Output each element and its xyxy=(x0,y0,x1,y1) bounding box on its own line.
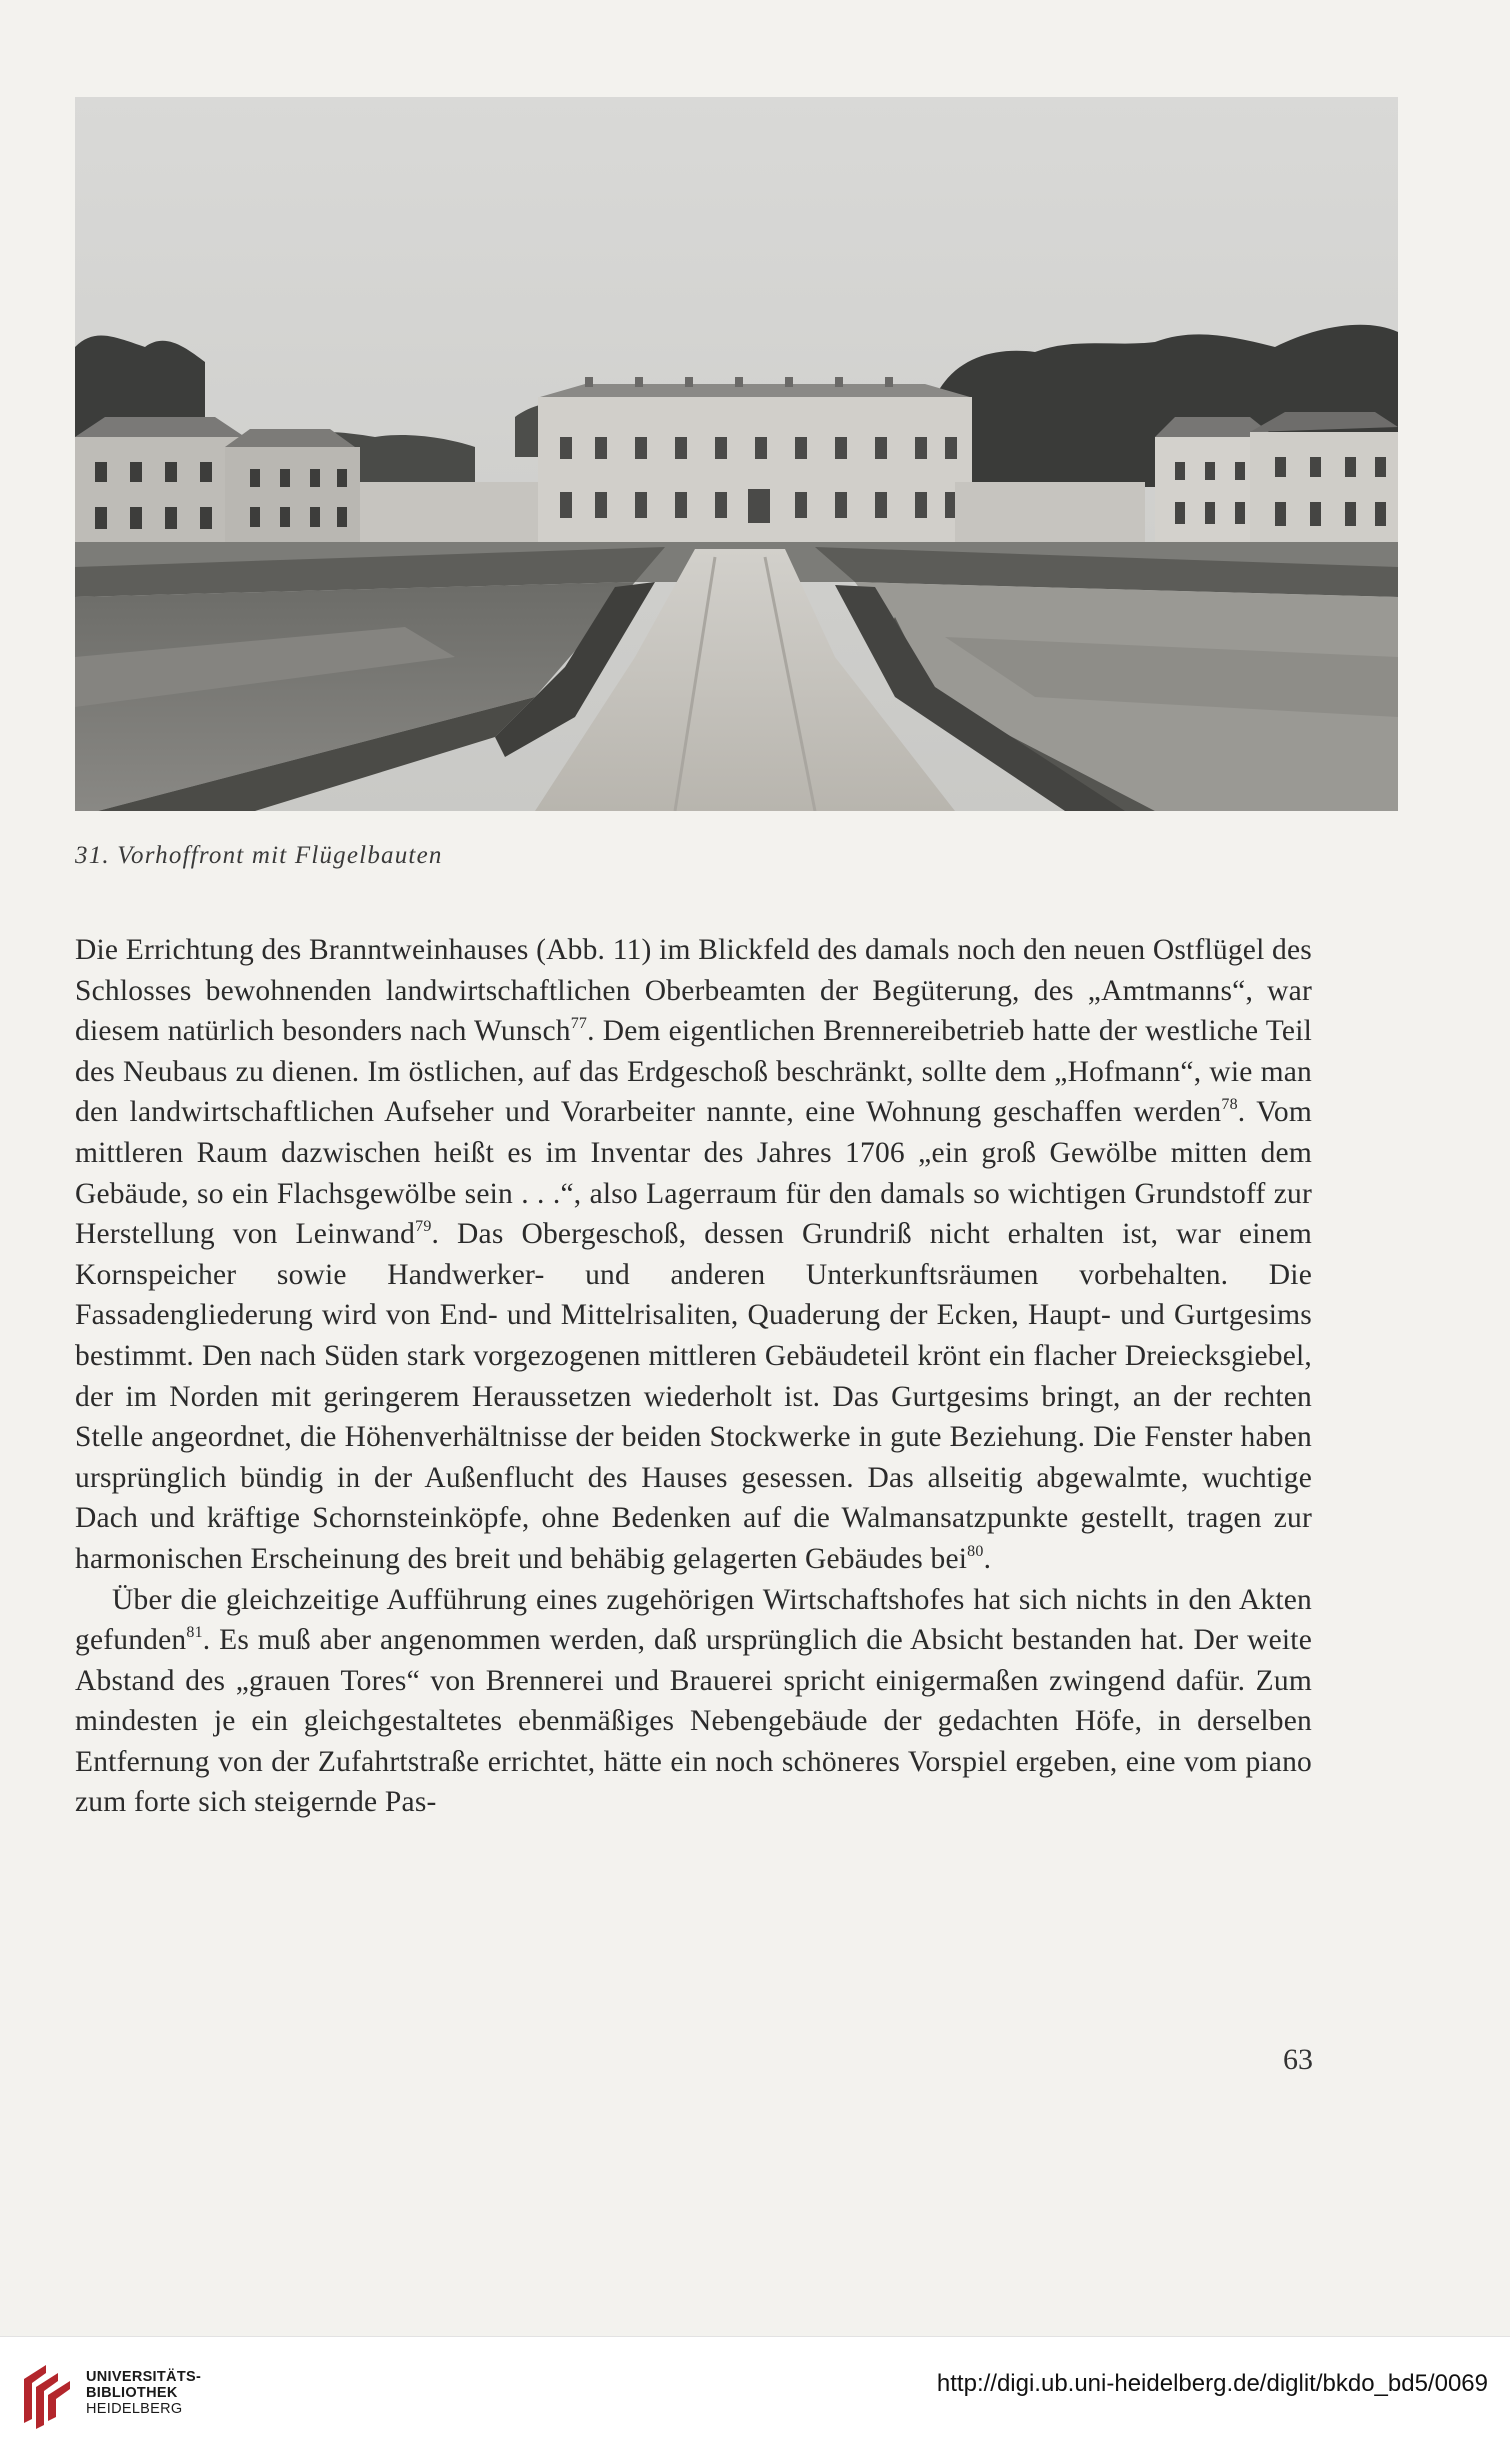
library-name-line-1: UNIVERSITÄTS- xyxy=(86,2369,202,2385)
paragraph-text: Über die gleichzeitige Aufführung eines zugehörigen Wirtschaftshofes hat sich nichts in den Akten gefunden xyxy=(75,1583,1312,1657)
library-name-line-3: HEIDELBERG xyxy=(86,2401,183,2417)
permalink-url[interactable]: http://digi.ub.uni-heidelberg.de/diglit/bkdo_bd5/0069 xyxy=(936,2370,1488,2397)
library-name-line-2: BIBLIOTHEK xyxy=(86,2385,178,2401)
paragraph-text: . Es muß aber angenommen werden, daß ursprünglich die Absicht bestanden hat. Der weite Abstand des „grauen Tores“ von Brennerei und Brauerei spricht einigermaßen zwingend dafür. Zum mindesten je ein gleichgestaltetes ebenmäßiges Nebengebäude der gedachten Höfe, in derselben Entfernung von der Zufahrtstraße errichtet, hätte ein noch schöneres Vorspiel ergeben, eine vom piano zum forte sich steigernde Pas- xyxy=(75,1624,1312,1819)
paragraph xyxy=(75,1580,1312,1824)
library-name xyxy=(86,2369,201,2417)
palace-photo-illustration xyxy=(75,97,1398,811)
paragraph-text: Die Errichtung des Branntweinhauses (Abb. 11) im Blickfeld des damals noch den neuen Ostflügel des Schlosses bewohnenden landwirtschaftlichen Oberbeamten der Begüterung, des „Amtmanns“, war diesem natürlich besonders nach Wunsch xyxy=(75,934,1312,1048)
footnote-reference[interactable]: 81 xyxy=(186,1624,203,1642)
figure-caption: 31. Vorhoffront mit Flügelbauten xyxy=(75,842,443,869)
university-library-logo-icon xyxy=(16,2359,74,2429)
paragraph-text: . Vom mittleren Raum dazwischen heißt es im Inventar des Jahres 1706 „ein groß Gewölbe mitten dem Gebäude, so ein Flachsgewölbe sein . . .“, also Lagerraum für den damals so wichtigen Grundstoff zur Herstellung von Leinwand xyxy=(75,1096,1312,1251)
footnote-reference[interactable]: 80 xyxy=(967,1542,984,1560)
footnote-reference[interactable]: 78 xyxy=(1221,1096,1238,1114)
paragraph-text: . Das Obergeschoß, dessen Grundriß nicht erhalten ist, war einem Kornspeicher sowie Handwerker- und anderen Unterkunftsräumen vorbehalten. Die Fassadengliederung wird von End- und Mittelrisaliten, Quaderung der Ecken, Haupt- und Gurtgesims bestimmt. Den nach Süden stark vorgezogenen mittleren Gebäudeteil krönt ein flacher Dreiecksgiebel, der im Norden mit geringerem Heraussetzen wiederholt ist. Das Gurtgesims bringt, an der rechten Stelle angeordnet, die Höhenverhältnisse der beiden Stockwerke in gute Beziehung. Die Fenster haben ursprünglich bündig in der Außenflucht des Hauses gesessen. Das allseitig abgewalmte, wuchtige Dach und kräftige Schornsteinköpfe, ohne Bedenken auf die Walmansatzpunkte gestellt, tragen zur harmonischen Erscheinung des breit und behäbig gelagerten Gebäudes bei xyxy=(75,1218,1313,1575)
paragraph xyxy=(75,930,1312,1580)
paragraph-text: . Dem eigentlichen Brennereibetrieb hatte der westliche Teil des Neubaus zu dienen. Im östlichen, auf das Erdgeschoß beschränkt, sollte dem „Hofmann“, wie man den landwirtschaftlichen Aufseher und Vorarbeiter nannte, eine Wohnung geschaffen werden xyxy=(75,1015,1312,1129)
paragraph-text: . xyxy=(983,1542,992,1575)
footnote-reference[interactable]: 77 xyxy=(570,1015,588,1033)
page-number: 63 xyxy=(1283,2043,1313,2076)
body-text xyxy=(75,930,1312,1823)
photograph-palace-forecourt xyxy=(75,97,1398,811)
footnote-reference[interactable]: 79 xyxy=(415,1218,432,1236)
digitization-footer xyxy=(0,2336,1510,2439)
